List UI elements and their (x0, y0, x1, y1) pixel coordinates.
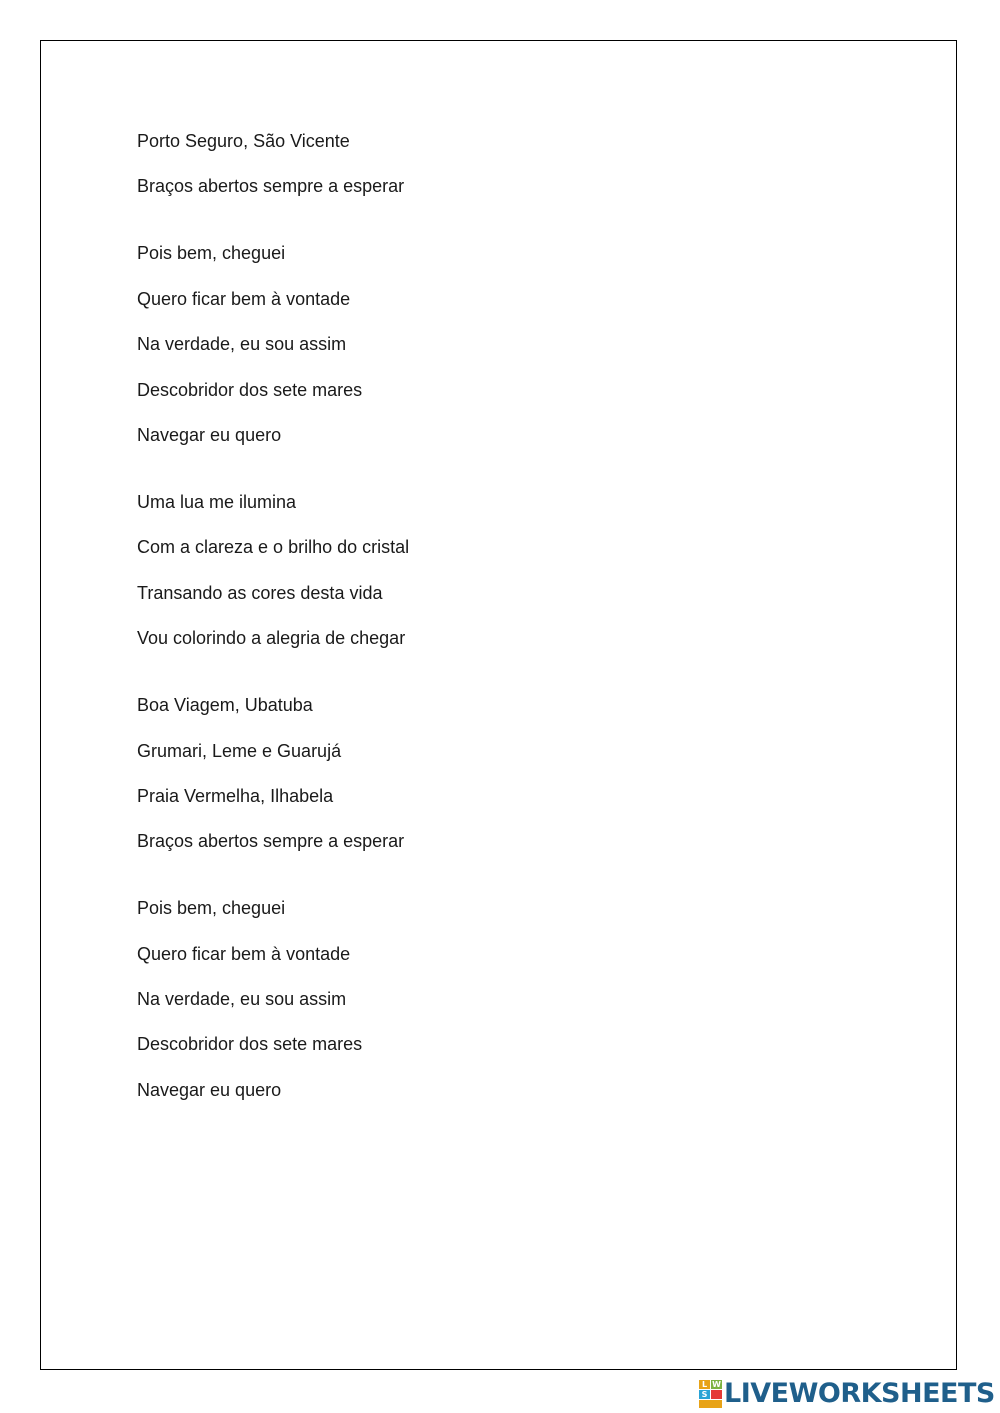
liveworksheets-logo-icon (699, 1380, 723, 1408)
lyric-line: Navegar eu quero (137, 1079, 282, 1100)
lyric-line: Pois bem, cheguei (137, 243, 286, 264)
lyric-line: Uma lua me ilumina (137, 491, 297, 512)
lyric-line: Praia Vermelha, Ilhabela (137, 785, 334, 806)
lyric-line: Braços abertos sempre a esperar (137, 831, 405, 852)
lyric-line: Vou colorindo a alegria de chegar (137, 628, 406, 649)
lyrics-text (137, 130, 897, 1101)
lyric-line: Descobridor dos sete mares (137, 379, 363, 400)
stanza-2 (137, 242, 897, 446)
lyric-line: Boa Viagem, Ubatuba (137, 695, 313, 716)
liveworksheets-brand[interactable] (699, 1378, 995, 1410)
stanza-4 (137, 694, 897, 852)
lyric-line: Porto Seguro, São Vicente (137, 131, 350, 151)
lyric-line: Transando as cores desta vida (137, 582, 383, 603)
lyric-line: Na verdade, eu sou assim (137, 334, 347, 355)
lyric-line: Com a clareza e o brilho do cristal (137, 537, 410, 558)
lyric-line: Grumari, Leme e Guarujá (137, 740, 342, 761)
lyric-line: Pois bem, cheguei (137, 898, 286, 919)
lyric-line: Braços abertos sempre a esperar (137, 176, 405, 197)
lyric-line: Quero ficar bem à vontade (137, 288, 351, 309)
brand-name: LIVEWORKSHEETS (724, 1378, 995, 1409)
worksheet-page (40, 40, 957, 1370)
lyric-line: Navegar eu quero (137, 424, 282, 445)
lyric-line: Descobridor dos sete mares (137, 1034, 363, 1055)
stanza-1 (137, 130, 897, 197)
stanza-5 (137, 897, 897, 1101)
logo-letter: W (712, 1380, 721, 1389)
lyric-line: Quero ficar bem à vontade (137, 943, 351, 964)
logo-letter: L (699, 1380, 710, 1389)
stanza-3 (137, 491, 897, 649)
logo-block (711, 1390, 722, 1399)
lyric-line: Na verdade, eu sou assim (137, 989, 347, 1010)
logo-block (699, 1400, 722, 1408)
logo-letter: S (699, 1390, 710, 1399)
